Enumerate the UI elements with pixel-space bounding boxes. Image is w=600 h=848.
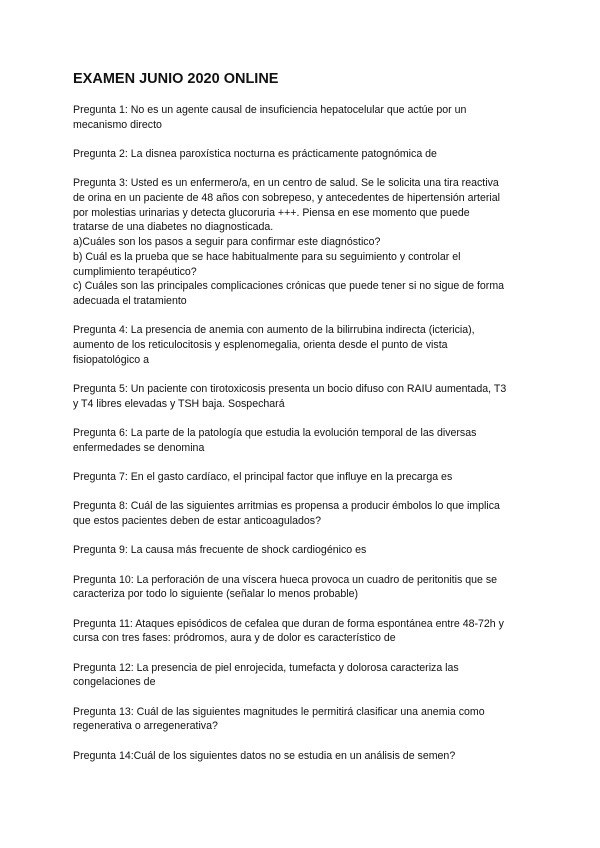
question-item: [73, 573, 543, 602]
question-item: [73, 749, 543, 764]
question-item: [73, 426, 543, 455]
question-text-line: Pregunta 4: La presencia de anemia con aumento de la bilirrubina indirecta (ictericia),: [73, 324, 475, 337]
question-text-line: Pregunta 10: La perforación de una víscera hueca provoca un cuadro de peritonitis que se: [73, 573, 498, 586]
question-text-line: Pregunta 2: La disnea paroxística nocturna es prácticamente patognómica de: [73, 148, 437, 160]
question-text-line: Pregunta 14:Cuál de los siguientes datos no se estudia en un análisis de semen?: [73, 749, 456, 762]
document-page: [73, 70, 543, 778]
question-text-line: y T4 libres elevadas y TSH baja. Sospechará: [73, 397, 285, 410]
question-text-line: enfermedades se denomina: [73, 441, 205, 454]
question-text-line: mecanismo directo: [73, 118, 162, 131]
question-item: [73, 617, 543, 646]
question-item: [73, 499, 543, 528]
question-text-line: Pregunta 7: En el gasto cardíaco, el principal factor que influye en la precarga es: [73, 470, 453, 483]
question-item: [73, 103, 543, 132]
question-text-line: Pregunta 6: La parte de la patología que estudia la evolución temporal de las diversas: [73, 426, 477, 439]
question-text-line: cursa con tres fases: pródromos, aura y de dolor es característico de: [73, 632, 396, 645]
question-text-line: a)Cuáles son los pasos a seguir para confirmar este diagnóstico?: [73, 236, 381, 249]
question-list: [73, 103, 543, 763]
question-text-line: tratarse de una diabetes no diagnosticada.: [73, 221, 274, 234]
question-item: [73, 705, 543, 734]
question-text-line: Pregunta 3: Usted es un enfermero/a, en un centro de salud. Se le solicita una tira reactiva: [73, 177, 499, 190]
question-text-line: b) Cuál es la prueba que se hace habitualmente para su seguimiento y controlar el: [73, 250, 461, 263]
question-item: [73, 470, 543, 485]
question-text-line: Pregunta 12: La presencia de piel enrojecida, tumefacta y dolorosa caracteriza las: [73, 661, 459, 674]
question-text-line: aumento de los reticulocitosis y esplenomegalia, orienta desde el punto de vista: [73, 338, 448, 351]
question-text-line: congelaciones de: [73, 676, 156, 689]
question-text-line: Pregunta 5: Un paciente con tirotoxicosis presenta un bocio difuso con RAIU aumentada, T3: [73, 382, 507, 395]
question-item: [73, 323, 543, 367]
question-text-line: caracteriza por todo lo siguiente (señalar lo menos probable): [73, 588, 359, 601]
question-text-line: Pregunta 1: No es un agente causal de insuficiencia hepatocelular que actúe por un: [73, 104, 467, 116]
question-item: [73, 147, 543, 162]
question-text-line: adecuada el tratamiento: [73, 294, 187, 307]
question-item: [73, 543, 543, 558]
question-text-line: fisiopatológico a: [73, 353, 149, 366]
question-text-line: que estos pacientes deben de estar anticoagulados?: [73, 514, 321, 527]
question-text-line: cumplimiento terapéutico?: [73, 265, 197, 278]
question-item: [73, 661, 543, 690]
question-text-line: Pregunta 9: La causa más frecuente de shock cardiogénico es: [73, 544, 367, 557]
question-text-line: por molestias urinarias y detecta glucoruria +++. Piensa en ese momento que puede: [73, 206, 470, 219]
question-item: [73, 176, 543, 308]
question-item: [73, 382, 543, 411]
document-title: EXAMEN JUNIO 2020 ONLINE: [73, 71, 279, 87]
question-text-line: c) Cuáles son las principales complicaciones crónicas que puede tener si no sigue de forma: [73, 280, 505, 293]
question-text-line: regenerativa o arregenerativa?: [73, 720, 218, 733]
question-text-line: Pregunta 8: Cuál de las siguientes arritmias es propensa a producir émbolos lo que implica: [73, 500, 500, 513]
question-text-line: de orina en un paciente de 48 años con sobrepeso, y antecedentes de hipertensión arterial: [73, 192, 500, 204]
question-text-line: Pregunta 13: Cuál de las siguientes magnitudes le permitirá clasificar una anemia como: [73, 705, 485, 718]
question-text-line: Pregunta 11: Ataques episódicos de cefalea que duran de forma espontánea entre 48-72h y: [73, 617, 504, 630]
